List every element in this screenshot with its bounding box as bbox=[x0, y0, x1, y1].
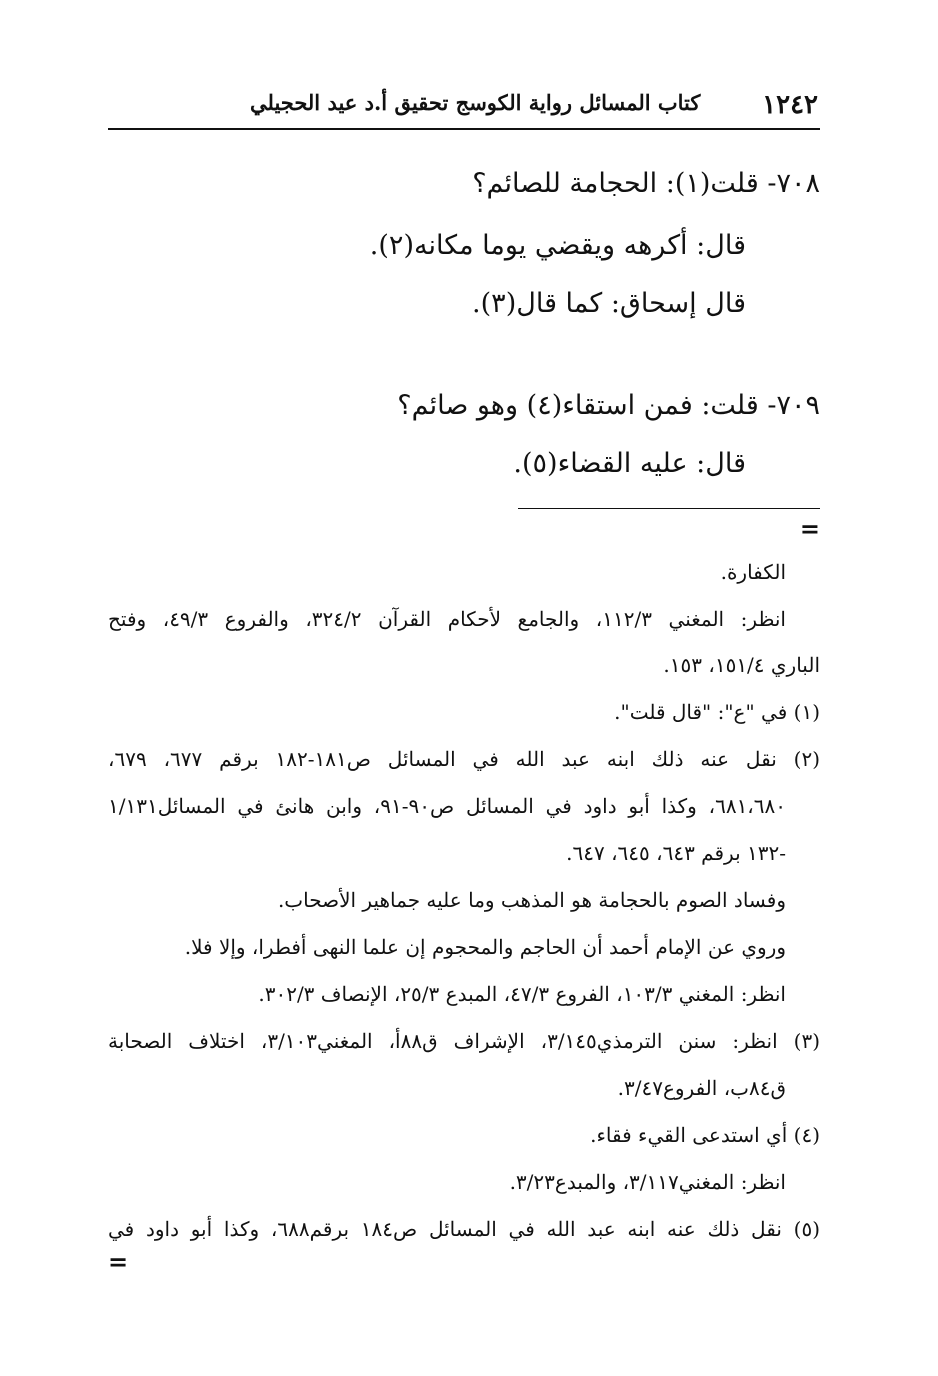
footnote-line: انظر: المغني ١١٢/٣، والجامع لأحكام القرآن ٣٢٤/٢، والفروع ٤٩/٣، وفتح bbox=[108, 607, 786, 631]
footnote-line: انظر: المغني٣/١١٧، والمبدع٣/٢٣. bbox=[509, 1170, 786, 1194]
question-709: ٧٠٩- قلت: فمن استقاء(٤) وهو صائم؟ bbox=[397, 390, 820, 421]
footnote-line: ق٨٤ب، الفروع٣/٤٧. bbox=[617, 1076, 786, 1100]
answer-708: قال: أكرهه ويقضي يوما مكانه(٢). bbox=[369, 230, 746, 261]
footnote-line: الباري ١٥١/٤، ١٥٣. bbox=[663, 653, 820, 677]
running-title: كتاب المسائل رواية الكوسج تحقيق أ.د عيد الحجيلي bbox=[250, 90, 701, 115]
continued-mark-top: = bbox=[799, 514, 820, 543]
footnote-line: وروي عن الإمام أحمد أن الحاجم والمحجوم إن علما النهى أفطرا، وإلا فلا. bbox=[184, 935, 786, 959]
footnote-line: (٢) نقل عنه ذلك ابنه عبد الله في المسائل ص١٨١-١٨٢ برقم ٦٧٧، ٦٧٩، bbox=[108, 747, 821, 771]
header-divider bbox=[108, 128, 820, 130]
footnote-line: انظر: المغني ١٠٣/٣، الفروع ٤٧/٣، المبدع ٢٥/٣، الإنصاف ٣٠٢/٣. bbox=[258, 982, 786, 1006]
footnote-line: -١٣٢ برقم ٦٤٣، ٦٤٥، ٦٤٧. bbox=[566, 841, 786, 865]
continued-mark-bottom: = bbox=[108, 1247, 129, 1276]
footnote-line: (٥) نقل ذلك عنه ابنه عبد الله في المسائل ص١٨٤ برقم٦٨٨، وكذا أبو داود في bbox=[108, 1217, 820, 1241]
footnote-line: الكفارة. bbox=[720, 560, 786, 584]
footnote-line: وفساد الصوم بالحجامة هو المذهب وما عليه جماهير الأصحاب. bbox=[277, 888, 786, 912]
footnote-line: (٣) انظر: سنن الترمذي٣/١٤٥، الإشراف ق٨٨أ، المغني٣/١٠٣، اختلاف الصحابة bbox=[108, 1029, 821, 1053]
page-number: ١٢٤٢ bbox=[762, 90, 818, 120]
question-708: ٧٠٨- قلت(١): الحجامة للصائم؟ bbox=[472, 168, 820, 199]
footnote-separator bbox=[518, 508, 820, 509]
footnote-line: (٤) أي استدعى القيء فقاء. bbox=[590, 1123, 820, 1147]
footnote-line: (١) في "ع": "قال قلت". bbox=[614, 700, 820, 724]
footnote-line: ٦٨١،٦٨٠، وكذا أبو داود في المسائل ص٩٠-٩١، وابن هانئ في المسائل١/١٣١ bbox=[108, 794, 786, 818]
answer-709: قال: عليه القضاء(٥). bbox=[513, 448, 746, 479]
ishaq-answer-708: قال إسحاق: كما قال(٣). bbox=[472, 288, 746, 319]
